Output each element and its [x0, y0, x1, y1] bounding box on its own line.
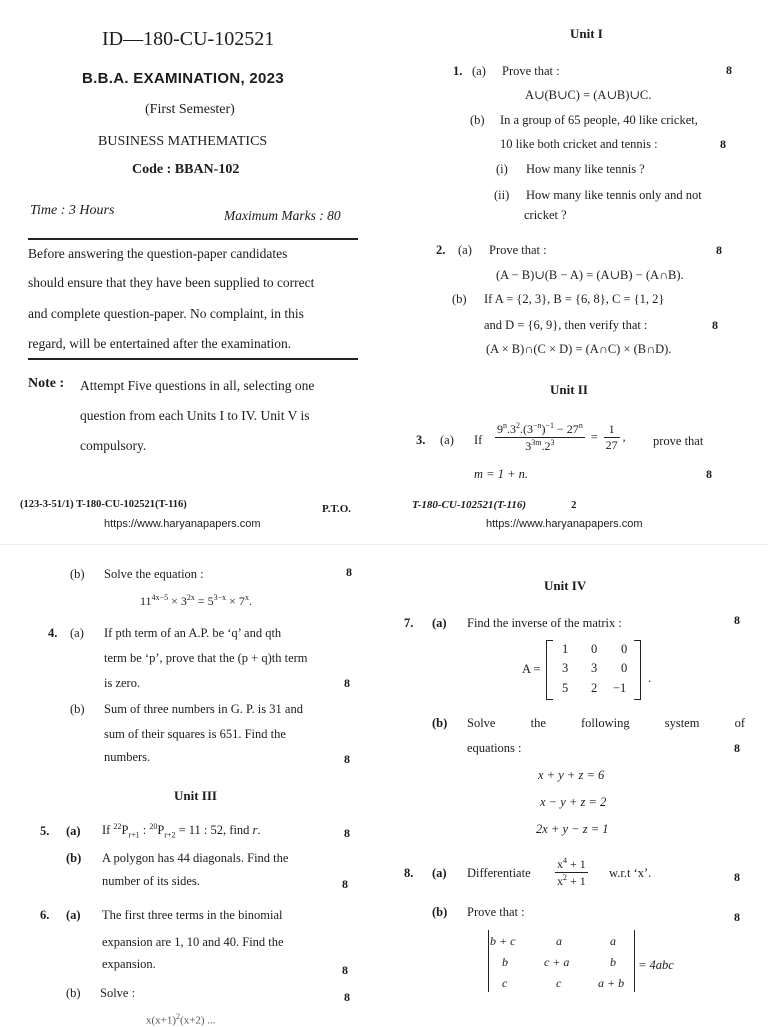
q1a-text: Prove that :: [502, 64, 560, 78]
source-url: https://www.haryanapapers.com: [104, 518, 261, 530]
q7b-marks: 8: [734, 741, 740, 755]
q4a-line: is zero.: [104, 676, 141, 690]
q1b-ii-line: cricket ?: [524, 208, 567, 222]
matrix-left-bracket: [546, 640, 553, 700]
q5a-label: (a): [66, 824, 81, 838]
q7a-text: Find the inverse of the matrix :: [467, 616, 622, 630]
q2a-equation: (A − B)∪(B − A) = (A∪B) − (A∩B).: [496, 268, 684, 282]
equation-3: 2x + y − z = 1: [536, 822, 609, 836]
header-rule: [28, 238, 358, 240]
matrix-cell: 1: [562, 642, 569, 656]
determinant-cell: b + c: [490, 934, 516, 948]
q8a-marks: 8: [734, 870, 740, 884]
note-line: question from each Units I to IV. Unit V is: [80, 408, 310, 423]
q5b-line: A polygon has 44 diagonals. Find the: [102, 851, 289, 865]
q5b-marks: 8: [342, 877, 348, 891]
q2a-label: (a): [458, 243, 472, 257]
q6-number: 6.: [40, 908, 50, 922]
q6a-line: expansion are 1, 10 and 40. Find the: [102, 935, 284, 949]
q3a-prove-that: prove that: [653, 434, 704, 448]
q3a-expression: $\frac{9^n.3^2.(3^{-n})^{-1} - 27^n}{3^{3m}.2^3}$ = $\frac{1}{27}$ ,: [497, 421, 626, 453]
matrix-cell: 3: [591, 661, 598, 675]
q5a-marks: 8: [344, 826, 350, 840]
q2a-marks: 8: [716, 243, 722, 257]
q6a-line: expansion.: [102, 957, 156, 971]
q8a-label: (a): [432, 866, 447, 880]
matrix-cell: −1: [613, 681, 627, 695]
determinant-cell: c + a: [544, 955, 570, 969]
q1b-ii-label: (ii): [494, 188, 510, 202]
q7b-label: (b): [432, 716, 448, 730]
matrix-cell: 2: [591, 681, 598, 695]
q7b-line: equations :: [467, 741, 522, 755]
q7-number: 7.: [404, 616, 414, 630]
q6b-equation-cut: $x(x+1)^2(x+2)$ ...: [146, 1012, 216, 1027]
q4b-line: Sum of three numbers in G. P. is 31 and: [104, 702, 303, 716]
paper-code: Code : BBAN-102: [132, 162, 240, 177]
q5b-label: (b): [66, 851, 82, 865]
q5-number: 5.: [40, 824, 50, 838]
q3a-label: (a): [440, 433, 454, 447]
note-line: compulsory.: [80, 438, 147, 453]
q2b-label: (b): [452, 292, 467, 306]
determinant-cell: b: [610, 955, 616, 969]
q3a-marks: 8: [706, 467, 712, 481]
q8a-text: Differentiate: [467, 866, 531, 880]
determinant-cell: a + b: [598, 976, 625, 990]
q2-number: 2.: [436, 243, 446, 257]
determinant-cell: c: [502, 976, 508, 990]
exam-title: B.B.A. EXAMINATION, 2023: [82, 70, 284, 87]
q3b-label: (b): [70, 567, 85, 581]
q3b-equation: $11^{4x-5} \times 3^{2x} = 5^{3-x} \times 7^x$.: [140, 593, 252, 608]
equation-2: x − y + z = 2: [540, 795, 607, 809]
q4b-line: numbers.: [104, 750, 151, 764]
q8b-marks: 8: [734, 910, 740, 924]
paper-id: ID—180-CU-102521: [102, 28, 275, 50]
matrix-cell: 5: [562, 681, 569, 695]
q3b-text: Solve the equation :: [104, 567, 204, 581]
footer-code: (123-3-51/1) T-180-CU-102521(T-116): [20, 499, 187, 510]
matrix-period: .: [648, 670, 652, 685]
subject: BUSINESS MATHEMATICS: [98, 134, 268, 149]
q5b-line: number of its sides.: [102, 874, 200, 888]
q1b-line: In a group of 65 people, 40 like cricket,: [500, 113, 698, 127]
footer-pto: P.T.O.: [322, 503, 352, 515]
note-line: Attempt Five questions in all, selecting one: [80, 378, 315, 393]
time-allowed: Time : 3 Hours: [30, 203, 115, 218]
note-label: Note :: [28, 376, 65, 391]
q6a-label: (a): [66, 908, 81, 922]
instruction-line: Before answering the question-paper candidates: [28, 246, 288, 261]
semester: (First Semester): [145, 102, 235, 117]
q2b-line: and D = {6, 9}, then verify that :: [484, 318, 648, 332]
q5a-text: If $^{22}P_{r+1}$ : $^{20}P_{r+2} = 11$ : 52, find r.: [102, 822, 261, 840]
q6a-marks: 8: [342, 963, 348, 977]
q3a-if: If: [474, 433, 483, 447]
q2b-marks: 8: [712, 318, 718, 332]
q3-number: 3.: [416, 433, 426, 447]
q1b-i-text: How many like tennis ?: [526, 162, 645, 176]
unit-4-heading: Unit IV: [544, 578, 587, 593]
instruction-line: should ensure that they have been supplied to correct: [28, 275, 315, 290]
q2b-equation: (A × B)∩(C × D) = (A∩C) × (B∩D).: [486, 342, 672, 356]
q3a-condition: m = 1 + n.: [474, 467, 529, 481]
determinant-cell: b: [502, 955, 508, 969]
q4a-marks: 8: [344, 676, 350, 690]
instruction-line: regard, will be entertained after the examination.: [28, 336, 292, 351]
equation-1: x + y + z = 6: [538, 768, 605, 782]
matrix-right-bracket: [634, 640, 641, 700]
q3b-marks: 8: [346, 565, 352, 579]
unit-3-heading: Unit III: [174, 788, 217, 803]
maximum-marks: Maximum Marks : 80: [224, 208, 341, 223]
q7b-line: Solve the following system of: [467, 716, 745, 730]
matrix-cell: 0: [621, 661, 628, 675]
q1b-i-label: (i): [496, 162, 508, 176]
q1a-label: (a): [472, 64, 486, 78]
determinant-cell: c: [556, 976, 562, 990]
q4-number: 4.: [48, 626, 58, 640]
q2a-text: Prove that :: [489, 243, 547, 257]
q1b-ii-line: How many like tennis only and not: [526, 188, 702, 202]
unit-1-heading: Unit I: [570, 26, 603, 41]
q7a-marks: 8: [734, 613, 740, 627]
q6b-label: (b): [66, 986, 81, 1000]
q1-number: 1.: [453, 64, 463, 78]
q1b-label: (b): [470, 113, 485, 127]
q6b-marks: 8: [344, 990, 350, 1004]
matrix-cell: 0: [591, 642, 598, 656]
unit-2-heading: Unit II: [550, 382, 588, 397]
q1a-equation: A∪(B∪C) = (A∪B)∪C.: [525, 88, 652, 102]
footer-page-number: 2: [571, 499, 577, 511]
instructions-rule: [28, 358, 358, 360]
determinant-left-bar: [488, 930, 489, 992]
q2b-line: If A = {2, 3}, B = {6, 8}, C = {1, 2}: [484, 292, 665, 306]
q4b-line: sum of their squares is 651. Find the: [104, 727, 286, 741]
q1a-marks: 8: [726, 63, 732, 77]
q4b-label: (b): [70, 702, 85, 716]
instruction-line: and complete question-paper. No complaint, in this: [28, 306, 304, 321]
q1b-marks: 8: [720, 137, 726, 151]
q6a-line: The first three terms in the binomial: [102, 908, 283, 922]
q8b-label: (b): [432, 905, 448, 919]
q8a-fraction: $\frac{x^4 + 1}{x^2 + 1}$: [557, 856, 586, 888]
matrix-cell: 0: [621, 642, 628, 656]
q4a-line: If pth term of an A.P. be ‘q’ and qth: [104, 626, 282, 640]
q4a-line: term be ‘p’, prove that the (p + q)th term: [104, 651, 308, 665]
q7a-label: (a): [432, 616, 447, 630]
source-url: https://www.haryanapapers.com: [486, 518, 643, 530]
matrix-cell: 3: [562, 661, 569, 675]
q8a-wrt: w.r.t ‘x’.: [609, 866, 652, 880]
q8-number: 8.: [404, 866, 414, 880]
q6b-text: Solve :: [100, 986, 136, 1000]
determinant-right-bar: [634, 930, 635, 992]
determinant-result: = 4abc: [638, 958, 674, 972]
footer-code: T-180-CU-102521(T-116): [412, 499, 527, 511]
page-separator: [0, 544, 768, 545]
q1b-line: 10 like both cricket and tennis :: [500, 137, 658, 151]
q4a-label: (a): [70, 626, 84, 640]
q4b-marks: 8: [344, 752, 350, 766]
determinant-cell: a: [610, 934, 616, 948]
q8b-text: Prove that :: [467, 905, 525, 919]
matrix-name: A =: [522, 662, 541, 676]
determinant-cell: a: [556, 934, 562, 948]
